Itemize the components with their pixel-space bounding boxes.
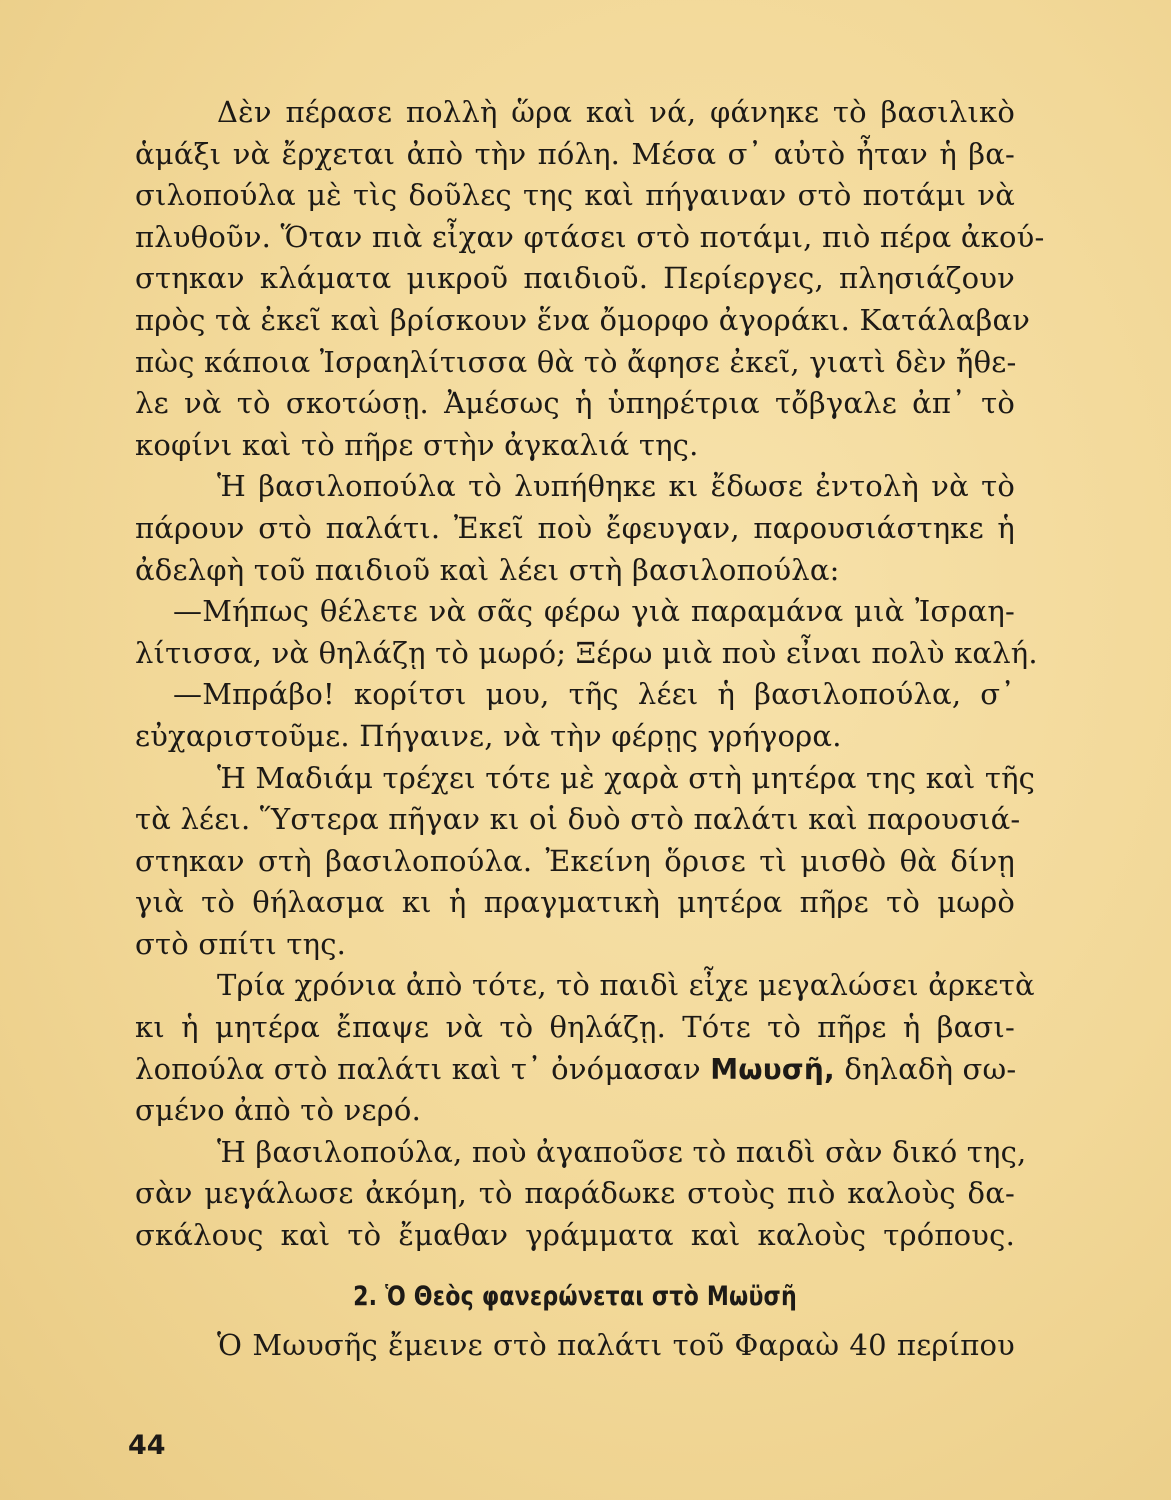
text-line: Ἡ βασιλοπούλα τὸ λυπήθηκε κι ἔδωσε ἐντολὴ νὰ τὸ xyxy=(217,469,1015,504)
text-line: ἁμάξι νὰ ἔρχεται ἀπὸ τὴν πόλη. Μέσα σ᾽ αὐτὸ ἦταν ἡ βα- xyxy=(135,136,1015,171)
text-line: Ὁ Μωυσῆς ἔμεινε στὸ παλάτι τοῦ Φαραὼ 40 περίπου xyxy=(217,1327,1015,1362)
text-line: —Μπράβο! κορίτσι μου, τῆς λέει ἡ βασιλοπούλα, σ᾽ xyxy=(173,677,1015,712)
text-line-with-name xyxy=(135,1049,1015,1091)
text-line: ἀδελφὴ τοῦ παιδιοῦ καὶ λέει στὴ βασιλοπούλα: xyxy=(135,552,840,587)
text-line: πρὸς τὰ ἐκεῖ καὶ βρίσκουν ἕνα ὄμορφο ἀγοράκι. Κατάλαβαν xyxy=(135,302,1031,337)
paragraph-6 xyxy=(135,965,1035,1131)
text-line: σμένο ἀπὸ τὸ νερό. xyxy=(135,1093,421,1128)
text-segment: δηλαδὴ σω- xyxy=(844,1051,1017,1086)
text-line: Ἡ βασιλοπούλα, ποὺ ἀγαποῦσε τὸ παιδὶ σὰν δικό της, xyxy=(217,1134,1027,1169)
text-line: κοφίνι καὶ τὸ πῆρε στὴν ἀγκαλιά της. xyxy=(135,427,699,462)
text-line: Τρία χρόνια ἀπὸ τότε, τὸ παιδὶ εἶχε μεγαλώσει ἀρκετὰ xyxy=(217,968,1035,1003)
page-number: 44 xyxy=(128,1430,166,1461)
text-line: κι ἡ μητέρα ἔπαψε νὰ τὸ θηλάζῃ. Τότε τὸ πῆρε ἡ βασι- xyxy=(135,1010,1015,1045)
section-heading: 2. Ὁ Θεὸς φανερώνεται στὸ Μωϋσῆ xyxy=(353,1280,797,1312)
paragraph-3-dialogue xyxy=(135,591,1038,674)
text-line: τὰ λέει. Ὕστερα πῆγαν κι οἱ δυὸ στὸ παλάτι καὶ παρουσιά- xyxy=(135,802,1021,837)
text-line: λε νὰ τὸ σκοτώσῃ. Ἀμέσως ἡ ὑπηρέτρια τὄβγαλε ἀπ᾽ τὸ xyxy=(135,386,1015,421)
text-line: —Μήπως θέλετε νὰ σᾶς φέρω γιὰ παραμάνα μιὰ Ἰσραη- xyxy=(173,594,1015,629)
text-line: Ἡ Μαδιάμ τρέχει τότε μὲ χαρὰ στὴ μητέρα της καὶ τῆς xyxy=(217,760,1036,795)
text-line: γιὰ τὸ θήλασμα κι ἡ πραγματικὴ μητέρα πῆρε τὸ μωρὸ xyxy=(135,885,1015,920)
text-line: πὼς κάποια Ἰσραηλίτισσα θὰ τὸ ἄφησε ἐκεῖ, γιατὶ δὲν ἤθε- xyxy=(135,344,1017,379)
text-line: στὸ σπίτι της. xyxy=(135,926,347,961)
text-line: πάρουν στὸ παλάτι. Ἐκεῖ ποὺ ἔφευγαν, παρουσιάστηκε ἡ xyxy=(135,510,1015,545)
paragraph-4-dialogue xyxy=(135,674,1015,757)
text-line: σιλοπούλα μὲ τὶς δοῦλες της καὶ πήγαιναν στὸ ποτάμι νὰ xyxy=(135,178,1015,213)
paragraph-7 xyxy=(135,1132,1027,1257)
text-line: Δὲν πέρασε πολλὴ ὥρα καὶ νά, φάνηκε τὸ βασιλικὸ xyxy=(217,95,1015,129)
text-line: πλυθοῦν. Ὅταν πιὰ εἶχαν φτάσει στὸ ποτάμι, πιὸ πέρα ἀκού- xyxy=(135,219,1045,254)
text-line: στηκαν στὴ βασιλοπούλα. Ἐκείνη ὅρισε τὶ μισθὸ θὰ δίνῃ xyxy=(135,843,1015,878)
paragraph-2 xyxy=(135,466,1015,591)
paragraph-5 xyxy=(135,758,1036,966)
moses-name-emphasis: Μωυσῆ, xyxy=(710,1052,835,1086)
text-line: σὰν μεγάλωσε ἀκόμη, τὸ παράδωκε στοὺς πιὸ καλοὺς δα- xyxy=(135,1176,1015,1211)
text-line: στηκαν κλάματα μικροῦ παιδιοῦ. Περίεργες, πλησιάζουν xyxy=(135,261,1015,296)
text-segment: λοπούλα στὸ παλάτι καὶ τ᾽ ὀνόμασαν xyxy=(135,1051,701,1086)
text-body xyxy=(135,92,1045,1366)
text-line: εὐχαριστοῦμε. Πήγαινε, νὰ τὴν φέρῃς γρήγορα. xyxy=(135,718,842,753)
text-line: λίτισσα, νὰ θηλάζῃ τὸ μωρό; Ξέρω μιὰ ποὺ εἶναι πολὺ καλή. xyxy=(135,635,1038,670)
text-line: σκάλους καὶ τὸ ἔμαθαν γράμματα καὶ καλοὺς τρόπους. xyxy=(135,1218,1015,1253)
paragraph-1 xyxy=(135,92,1045,466)
